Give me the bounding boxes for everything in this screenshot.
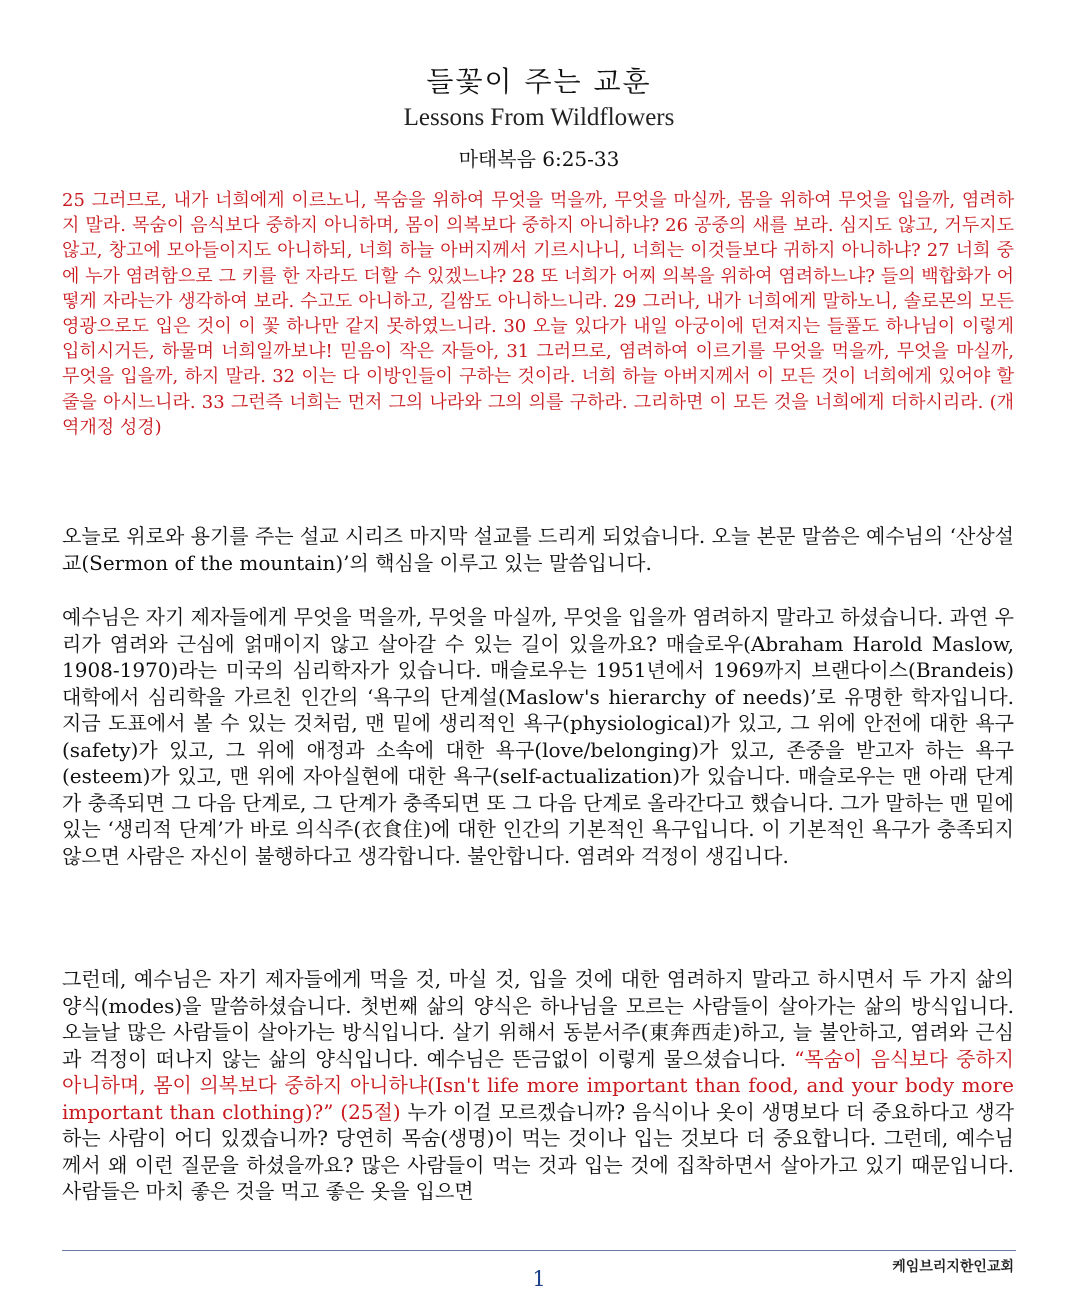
church-name: 케임브리지한인교회	[892, 1259, 1014, 1275]
scripture-reference: 마태복음 6:25-33	[458, 147, 620, 171]
page-number: 1	[532, 1267, 546, 1291]
sermon-title: 들꽃이 주는 교훈	[426, 65, 652, 98]
quoted-verse: “목숨이 음식보다 중하지 아니하며, 몸이 의복보다 중하지 아니하냐(Isn't life more important than food, and your body more important than clothing)?” (25절)	[62, 1046, 1014, 1124]
scripture-passage: 25 그러므로, 내가 너희에게 이르노니, 목숨을 위하여 무엇을 먹을까, 무엇을 마실까, 몸을 위하여 무엇을 입을까, 염려하지 말라. 목숨이 음식보다 중하지 아니하며, 몸이 의복보다 중하지 아니하냐? 26 공중의 새를 보라. 심지도 않고, 거두지도 않고, 창고에 모아들이지도 아니하되, 너희 하늘 아버지께서 기르시나니, 너희는 이것들보다 귀하지 아니하냐? 27 너희 중에 누가 염려함으로 그 키를 한 자라도 더할 수 있겠느냐? 28 또 너희가 어찌 의복을 위하여 염려하느냐? 들의 백합화가 어떻게 자라는가 생각하여 보라. 수고도 아니하고, 길쌈도 아니하느니라. 29 그러나, 내가 너희에게 말하노니, 솔로몬의 모든 영광으로도 입은 것이 이 꽃 하나만 같지 못하였느니라. 30 오늘 있다가 내일 아궁이에 던져지는 들풀도 하나님이 이렇게 입히시거든, 하물며 너희일까보냐! 믿음이 작은 자들아, 31 그러므로, 염려하여 이르기를 무엇을 먹을까, 무엇을 마실까, 무엇을 입을까, 하지 말라. 32 이는 다 이방인들이 구하는 것이라. 너희 하늘 아버지께서 이 모든 것이 너희에게 있어야 할 줄을 아시느니라. 33 그런즉 너희는 먼저 그의 나라와 그의 의를 구하라. 그리하면 이 모든 것을 너희에게 더하시리라. (개역개정 성경)	[62, 190, 1014, 438]
footer-divider	[62, 1250, 1016, 1251]
paragraph-3-intro: 그런데, 예수님은 자기 제자들에게 먹을 것, 마실 것, 입을 것에 대한 염려하지 말라고 하시면서 두 가지 삶의 양식(modes)을 말씀하셨습니다. 첫번째 삶의 양식은 하나님을 모르는 사람들이 살아가는 삶의 방식입니다. 오늘날 많은 사람들이 살아가는 방식입니다. 살기 위해서 동분서주(東奔西走)하고, 늘 불안하고, 염려와 근심과 걱정이 떠나지 않는 삶의 양식입니다. 예수님은 뜬금없이 이렇게 물으셨습니다.	[62, 967, 1014, 1071]
body-paragraph-1: 오늘로 위로와 용기를 주는 설교 시리즈 마지막 설교를 드리게 되었습니다. 오늘 본문 말씀은 예수님의 ‘산상설교(Sermon of the mountain)’의 핵심을 이루고 있는 말씀입니다.	[62, 524, 1014, 575]
paragraph-3-continuation: 누가 이걸 모르겠습니까? 음식이나 옷이 생명보다 더 중요하다고 생각하는 사람이 어디 있겠습니까? 당연히 목숨(생명)이 먹는 것이나 입는 것보다 더 중요합니다. 그런데, 예수님께서 왜 이런 질문을 하셨을까요? 많은 사람들이 먹는 것과 입는 것에 집착하면서 살아가고 있기 때문입니다. 사람들은 마치 좋은 것을 먹고 좋은 옷을 입으면	[62, 1099, 1015, 1203]
body-paragraph-3	[62, 966, 1014, 1205]
body-paragraph-2: 예수님은 자기 제자들에게 무엇을 먹을까, 무엇을 마실까, 무엇을 입을까 염려하지 말라고 하셨습니다. 과연 우리가 염려와 근심에 얽매이지 않고 살아갈 수 있는 길이 있을까요? 매슬로우(Abraham Harold Maslow, 1908-1970)라는 미국의 심리학자가 있습니다. 매슬로우는 1951년에서 1969까지 브랜다이스(Brandeis) 대학에서 심리학을 가르친 인간의 ‘욕구의 단계설(Maslow's hierarchy of needs)’로 유명한 학자입니다. 지금 도표에서 볼 수 있는 것처럼, 맨 밑에 생리적인 욕구(physiological)가 있고, 그 위에 안전에 대한 욕구(safety)가 있고, 그 위에 애정과 소속에 대한 욕구(love/belonging)가 있고, 존중을 받고자 하는 욕구(esteem)가 있고, 맨 위에 자아실현에 대한 욕구(self-actualization)가 있습니다. 매슬로우는 맨 아래 단계가 충족되면 그 다음 단계로, 그 단계가 충족되면 또 그 다음 단계로 올라간다고 했습니다. 그가 말하는 맨 밑에 있는 ‘생리적 단계’가 바로 의식주(衣食住)에 대한 인간의 기본적인 욕구입니다. 이 기본적인 욕구가 충족되지 않으면 사람은 자신이 불행하다고 생각합니다. 불안합니다. 염려와 걱정이 생깁니다.	[62, 605, 1014, 868]
sermon-subtitle: Lessons From Wildflowers	[403, 104, 675, 131]
